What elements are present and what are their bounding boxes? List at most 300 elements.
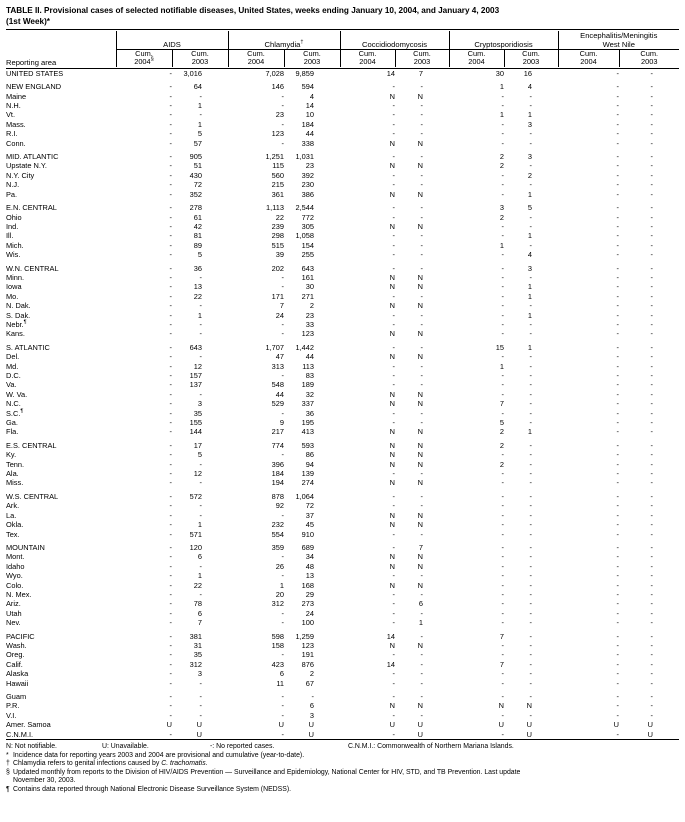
table-row: [6, 171, 679, 180]
row-cell: -: [169, 380, 172, 390]
header-sub-year: 2003: [641, 57, 658, 67]
row-cell: -: [529, 650, 532, 660]
row-cell: -: [392, 469, 395, 479]
row-cell: -: [420, 110, 423, 120]
row-cell: -: [420, 240, 423, 250]
row-cell: -: [199, 692, 202, 701]
row-cell: -: [650, 491, 653, 501]
row-cell: -: [501, 231, 504, 241]
legend-cnmi: C.N.M.I.: Commonwealth of Northern Mariana Islands.: [348, 743, 514, 751]
row-cell: 123: [271, 129, 284, 139]
row-cell: 359: [271, 542, 284, 552]
row-cell: -: [169, 427, 172, 437]
table-row: [6, 292, 679, 301]
row-cell: -: [281, 618, 284, 628]
row-cell: -: [650, 510, 653, 520]
row-cell: 1,031: [295, 152, 314, 162]
row-cell: -: [529, 329, 532, 339]
row-cell: -: [420, 342, 423, 352]
row-cell: 274: [301, 478, 314, 488]
footnote-marker: *: [6, 751, 9, 759]
row-cell: 529: [271, 399, 284, 409]
row-cell: 26: [275, 561, 284, 571]
row-cell: -: [281, 650, 284, 660]
row-cell: N: [417, 427, 423, 437]
row-cell: 774: [271, 440, 284, 450]
table-row: [6, 129, 679, 138]
row-cell: -: [501, 640, 504, 650]
table-row: [6, 260, 679, 273]
row-cell: -: [169, 469, 172, 479]
row-cell: -: [529, 469, 532, 479]
table-row: [6, 339, 679, 352]
table-row: [6, 450, 679, 459]
row-cell: -: [616, 608, 619, 618]
row-cell: 171: [271, 291, 284, 301]
row-cell: -: [420, 631, 423, 641]
header-sub-cum: Cum.: [579, 49, 598, 58]
row-cell: -: [420, 203, 423, 213]
row-cell: -: [501, 510, 504, 520]
row-cell: -: [199, 701, 202, 711]
row-cell: -: [616, 589, 619, 599]
row-area-label: N.J.: [6, 180, 20, 190]
header-sub-year: 2003: [522, 57, 540, 67]
table-row: [6, 720, 679, 729]
row-cell: 772: [301, 212, 314, 222]
row-cell: -: [501, 529, 504, 539]
row-cell: -: [616, 180, 619, 190]
row-cell: -: [392, 170, 395, 180]
row-cell: -: [529, 440, 532, 450]
table-row: [6, 409, 679, 418]
header-sub-aids-2004: [116, 50, 172, 67]
table-row: [6, 711, 679, 720]
row-cell: N: [389, 450, 395, 460]
table-row: [6, 231, 679, 240]
row-cell: 113: [302, 361, 314, 371]
row-area-label: Ill.: [6, 231, 14, 241]
row-cell: -: [616, 659, 619, 669]
row-cell: U: [613, 720, 619, 730]
row-area-label: Nebr.¶: [6, 319, 27, 329]
row-cell: -: [650, 212, 653, 222]
table-header: [6, 30, 679, 69]
row-area-label: Kans.: [6, 329, 25, 339]
row-cell: -: [529, 631, 532, 641]
row-cell: -: [650, 399, 653, 409]
row-area-label: Iowa: [6, 282, 22, 292]
row-cell: 1: [197, 571, 202, 581]
row-cell: -: [616, 669, 619, 679]
row-cell: -: [169, 138, 172, 148]
row-cell: -: [616, 389, 619, 399]
row-area-label: N. Mex.: [6, 589, 32, 599]
row-cell: N: [417, 399, 423, 409]
row-cell: -: [529, 240, 532, 250]
row-cell: N: [417, 640, 423, 650]
row-cell: -: [650, 170, 653, 180]
row-cell: 161: [301, 272, 314, 282]
row-cell: U: [417, 729, 423, 739]
row-cell: -: [650, 250, 653, 260]
row-cell: -: [199, 352, 202, 362]
row-cell: 6: [197, 552, 202, 562]
row-cell: -: [199, 561, 202, 571]
row-cell: -: [420, 212, 423, 222]
row-cell: -: [616, 240, 619, 250]
row-cell: 7: [499, 399, 504, 409]
row-cell: -: [420, 589, 423, 599]
row-cell: 878: [271, 491, 284, 501]
row-cell: -: [616, 692, 619, 701]
row-cell: -: [420, 129, 423, 139]
row-cell: -: [650, 692, 653, 701]
row-cell: 1: [197, 101, 202, 111]
row-cell: 7,028: [265, 68, 284, 78]
row-cell: -: [199, 501, 202, 511]
row-cell: 643: [189, 342, 202, 352]
row-cell: 232: [271, 520, 284, 530]
row-cell: -: [169, 418, 172, 428]
row-cell: 7: [418, 68, 423, 78]
row-cell: -: [650, 301, 653, 311]
table-row: [6, 101, 679, 110]
row-cell: N: [417, 272, 423, 282]
header-sub-westnile-2003: [619, 50, 679, 67]
row-cell: -: [650, 427, 653, 437]
row-cell: 51: [193, 161, 202, 171]
table-title-line-1: TABLE II. Provisional cases of selected notifiable diseases, United States, weeks ending January 10, 2004, and January 4, 2003: [6, 6, 500, 15]
row-area-label: Nev.: [6, 618, 21, 628]
row-area-label: Va.: [6, 380, 17, 390]
row-cell: -: [169, 91, 172, 101]
row-cell: 217: [271, 427, 284, 437]
row-cell: -: [616, 450, 619, 460]
row-cell: 22: [193, 580, 202, 590]
row-cell: -: [501, 561, 504, 571]
header-group-row: [6, 31, 679, 50]
row-area-label: Del.: [6, 352, 20, 362]
row-cell: -: [650, 618, 653, 628]
row-cell: -: [650, 129, 653, 139]
row-cell: 3: [197, 669, 202, 679]
table-row: [6, 609, 679, 618]
row-cell: -: [169, 212, 172, 222]
row-area-label: Wash.: [6, 640, 27, 650]
table-row: [6, 311, 679, 320]
row-cell: N: [389, 399, 395, 409]
row-cell: 1: [527, 291, 532, 301]
row-cell: -: [529, 352, 532, 362]
row-cell: -: [529, 618, 532, 628]
row-cell: 1,058: [295, 231, 314, 241]
row-cell: -: [650, 520, 653, 530]
row-cell: -: [616, 231, 619, 241]
row-cell: -: [616, 119, 619, 129]
row-area-label: Wyo.: [6, 571, 23, 581]
row-cell: -: [281, 119, 284, 129]
row-cell: 910: [301, 529, 314, 539]
row-cell: 273: [301, 599, 314, 609]
row-cell: 14: [386, 68, 395, 78]
row-cell: -: [529, 710, 532, 720]
row-cell: -: [616, 68, 619, 78]
table-row: [6, 460, 679, 469]
row-cell: -: [420, 678, 423, 688]
header-sub-row: [6, 50, 679, 67]
row-cell: -: [169, 589, 172, 599]
header-sub-cum: Cum.: [135, 49, 153, 58]
row-cell: -: [392, 710, 395, 720]
row-area-marker: ¶: [23, 319, 27, 326]
row-cell: -: [420, 608, 423, 618]
row-cell: -: [392, 501, 395, 511]
row-cell: -: [420, 669, 423, 679]
row-cell: -: [529, 669, 532, 679]
row-area-label: Miss.: [6, 478, 24, 488]
row-cell: 23: [275, 110, 284, 120]
row-cell: -: [501, 571, 504, 581]
row-cell: N: [389, 91, 395, 101]
row-cell: -: [529, 301, 532, 311]
row-cell: 3: [197, 399, 202, 409]
row-cell: 47: [275, 352, 284, 362]
row-cell: -: [169, 389, 172, 399]
row-cell: -: [501, 129, 504, 139]
row-cell: -: [501, 170, 504, 180]
row-cell: 1: [499, 240, 504, 250]
row-cell: -: [199, 589, 202, 599]
row-area-label: Mich.: [6, 240, 24, 250]
row-cell: 194: [271, 478, 284, 488]
row-cell: 3: [499, 203, 504, 213]
row-cell: -: [169, 301, 172, 311]
row-cell: 146: [271, 82, 284, 92]
row-cell: -: [616, 342, 619, 352]
row-cell: U: [308, 729, 314, 739]
table-row: [6, 92, 679, 101]
table-bottom-rule: [6, 740, 679, 742]
row-cell: 312: [271, 599, 284, 609]
header-sub-year: 2003: [413, 57, 431, 67]
row-cell: -: [650, 599, 653, 609]
row-cell: 1: [527, 342, 532, 352]
row-cell: 5: [499, 418, 504, 428]
row-cell: 144: [189, 427, 202, 437]
row-cell: 72: [305, 501, 314, 511]
row-cell: 13: [305, 571, 314, 581]
row-cell: -: [169, 203, 172, 213]
row-cell: -: [650, 501, 653, 511]
row-cell: -: [501, 380, 504, 390]
row-cell: 36: [305, 408, 314, 418]
footnote-marker: §: [6, 768, 10, 776]
row-area-label: Mo.: [6, 291, 19, 301]
row-cell: 22: [275, 212, 284, 222]
row-area-label: W.S. CENTRAL: [6, 491, 59, 501]
row-cell: -: [392, 418, 395, 428]
row-cell: N: [389, 478, 395, 488]
row-cell: -: [616, 599, 619, 609]
row-cell: -: [169, 329, 172, 339]
row-cell: 44: [305, 352, 314, 362]
row-cell: -: [169, 361, 172, 371]
row-cell: -: [169, 478, 172, 488]
row-cell: 2: [499, 161, 504, 171]
row-cell: -: [616, 152, 619, 162]
row-area-label: PACIFIC: [6, 631, 35, 641]
table-row: [6, 437, 679, 450]
row-cell: 123: [301, 640, 314, 650]
row-cell: -: [650, 580, 653, 590]
row-cell: -: [501, 221, 504, 231]
row-cell: 14: [386, 659, 395, 669]
row-cell: -: [650, 389, 653, 399]
row-cell: -: [392, 542, 395, 552]
row-cell: 202: [271, 263, 284, 273]
row-cell: -: [392, 342, 395, 352]
row-cell: -: [420, 692, 423, 701]
row-cell: -: [169, 319, 172, 329]
row-cell: 191: [301, 650, 314, 660]
row-cell: N: [417, 138, 423, 148]
row-cell: -: [169, 129, 172, 139]
row-cell: -: [616, 561, 619, 571]
row-cell: N: [417, 189, 423, 199]
row-cell: 239: [271, 221, 284, 231]
row-cell: -: [169, 650, 172, 660]
table-row: [6, 562, 679, 571]
row-cell: -: [616, 510, 619, 520]
row-cell: 14: [386, 631, 395, 641]
row-cell: -: [650, 319, 653, 329]
header-sub-cum: Cum.: [247, 49, 265, 58]
row-cell: -: [501, 310, 504, 320]
row-cell: 572: [189, 491, 202, 501]
row-cell: -: [392, 729, 395, 739]
row-cell: 7: [499, 631, 504, 641]
row-cell: -: [650, 571, 653, 581]
row-cell: -: [420, 291, 423, 301]
row-cell: -: [281, 701, 284, 711]
row-cell: -: [616, 263, 619, 273]
row-cell: 24: [305, 608, 314, 618]
footnote-marker: †: [6, 760, 10, 768]
table-row: [6, 362, 679, 371]
row-cell: 338: [301, 138, 314, 148]
row-area-label: Tex.: [6, 529, 20, 539]
row-cell: -: [501, 389, 504, 399]
row-cell: -: [650, 189, 653, 199]
row-cell: -: [501, 282, 504, 292]
row-cell: N: [417, 552, 423, 562]
row-cell: -: [501, 710, 504, 720]
row-area-label: Oreg.: [6, 650, 25, 660]
row-cell: N: [389, 282, 395, 292]
row-cell: -: [169, 282, 172, 292]
header-sub-cum: Cum.: [303, 49, 321, 58]
header-sub-coccidiodomycosis-2004: [340, 50, 395, 67]
row-cell: -: [529, 319, 532, 329]
row-cell: 45: [305, 520, 314, 530]
footnote-marker: ¶: [6, 786, 10, 793]
header-group-chlamydia-marker: †: [300, 39, 304, 46]
legend-u: U: Unavailable.: [102, 743, 149, 751]
row-cell: 1,251: [265, 152, 284, 162]
row-cell: -: [169, 240, 172, 250]
row-cell: -: [616, 529, 619, 539]
row-cell: -: [169, 552, 172, 562]
row-cell: -: [616, 371, 619, 380]
row-cell: 92: [275, 501, 284, 511]
row-cell: U: [526, 720, 532, 730]
row-cell: N: [417, 301, 423, 311]
row-cell: -: [169, 640, 172, 650]
row-cell: -: [650, 631, 653, 641]
row-cell: 255: [301, 250, 314, 260]
row-cell: N: [498, 701, 504, 711]
table-row: [6, 599, 679, 608]
row-cell: 1: [527, 189, 532, 199]
row-cell: -: [169, 529, 172, 539]
row-cell: -: [529, 608, 532, 618]
row-cell: -: [650, 469, 653, 479]
row-cell: 7: [279, 301, 284, 311]
row-cell: -: [199, 91, 202, 101]
row-cell: -: [616, 189, 619, 199]
row-cell: -: [281, 371, 284, 380]
row-cell: -: [169, 101, 172, 111]
header-group-chlamydia-label: Chlamydia: [264, 40, 301, 49]
row-cell: -: [529, 371, 532, 380]
row-cell: -: [616, 580, 619, 590]
row-cell: -: [420, 310, 423, 320]
row-cell: -: [392, 408, 395, 418]
row-cell: -: [420, 152, 423, 162]
row-cell: -: [529, 510, 532, 520]
row-cell: N: [417, 510, 423, 520]
row-cell: -: [501, 301, 504, 311]
row-cell: -: [529, 399, 532, 409]
table-row: [6, 78, 679, 91]
row-cell: 6: [197, 608, 202, 618]
row-area-label: MID. ATLANTIC: [6, 152, 59, 162]
row-cell: 17: [193, 440, 202, 450]
row-cell: 44: [305, 129, 314, 139]
row-cell: -: [392, 361, 395, 371]
row-cell: -: [392, 608, 395, 618]
row-cell: -: [501, 678, 504, 688]
row-cell: -: [420, 529, 423, 539]
row-cell: 2: [499, 152, 504, 162]
table-row: [6, 380, 679, 389]
row-cell: N: [526, 701, 532, 711]
row-cell: -: [392, 599, 395, 609]
row-cell: -: [650, 650, 653, 660]
row-cell: -: [420, 170, 423, 180]
row-cell: U: [196, 720, 202, 730]
row-cell: N: [389, 189, 395, 199]
row-cell: -: [650, 701, 653, 711]
row-cell: N: [389, 510, 395, 520]
row-cell: -: [169, 231, 172, 241]
row-area-label: V.I.: [6, 710, 17, 720]
row-cell: -: [616, 631, 619, 641]
table-title-line-2: (1st Week)*: [6, 17, 50, 26]
row-cell: 33: [305, 319, 314, 329]
row-cell: -: [650, 589, 653, 599]
